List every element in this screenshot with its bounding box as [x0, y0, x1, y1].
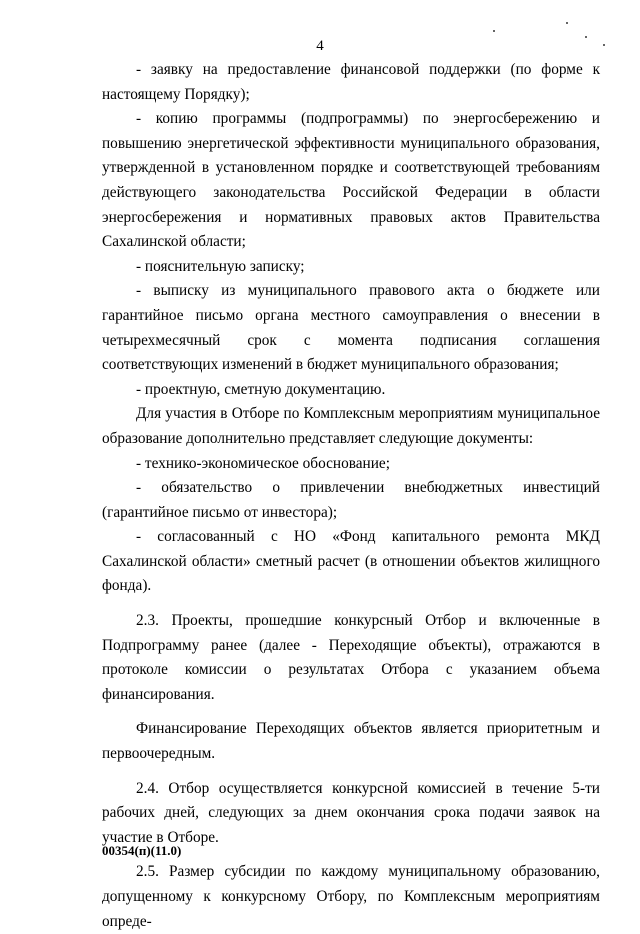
paragraph-2-3: 2.3. Проекты, прошедшие конкурсный Отбор и включенные в Подпрограмму ранее (далее - Переходящие объекты), отражаются в протоколе комиссии о результатах Отбора с указанием объема финансирования.	[102, 612, 600, 703]
paragraph-project-docs: - проектную, сметную документацию.	[136, 380, 386, 398]
paragraph-investment-obligation: - обязательство о привлечении внебюджетных инвестиций (гарантийное письмо от инвестора);	[102, 479, 600, 521]
paragraph-budget-extract: - выписку из муниципального правового акта о бюджете или гарантийное письмо органа местного самоуправления о внесении в четырехмесячный срок с момента подписания соглашения соответствующих изменений в бюджет муниципального образования;	[102, 282, 600, 374]
scan-speck	[493, 30, 495, 32]
paragraph-program-copy: - копию программы (подпрограммы) по энергосбережению и повышению энергетической эффективности муниципального образования, утвержденной в установленном порядке и соответствующей требованиям действующего законодательства Российской Федерации в области энергосбережения и нормативных правовых актов Правительства Сахалинской области;	[102, 110, 600, 251]
paragraph-financing: Финансирование Переходящих объектов является приоритетным и первоочередным.	[102, 720, 600, 763]
page-number: 4	[316, 38, 324, 54]
document-code: 00354(п)(11.0)	[102, 843, 182, 858]
scan-speck	[585, 36, 587, 38]
scan-speck	[566, 22, 568, 24]
document-body	[102, 58, 600, 934]
paragraph-application: - заявку на предоставление финансовой поддержки (по форме к настоящему Порядку);	[102, 61, 600, 103]
paragraph-explanatory-note: - пояснительную записку;	[136, 257, 305, 275]
paragraph-2-5: 2.5. Размер субсидии по каждому муниципальному образованию, допущенному к конкурсному Отбору, по Комплексным мероприятиям опреде-	[102, 863, 600, 930]
paragraph-estimate: - согласованный с НО «Фонд капитального ремонта МКД Сахалинской области» сметный расчет (в отношении объектов жилищного фонда).	[102, 528, 600, 595]
paragraph-2-4: 2.4. Отбор осуществляется конкурсной комиссией в течение 5-ти рабочих дней, следующих за днем окончания срока подачи заявок на участие в Отборе.	[102, 779, 600, 846]
paragraph-complex-measures: Для участия в Отборе по Комплексным мероприятиям муниципальное образование дополнительно представляет следующие документы:	[102, 405, 600, 447]
paragraph-feasibility: - технико-экономическое обоснование;	[136, 454, 390, 472]
scan-speck	[603, 44, 605, 46]
